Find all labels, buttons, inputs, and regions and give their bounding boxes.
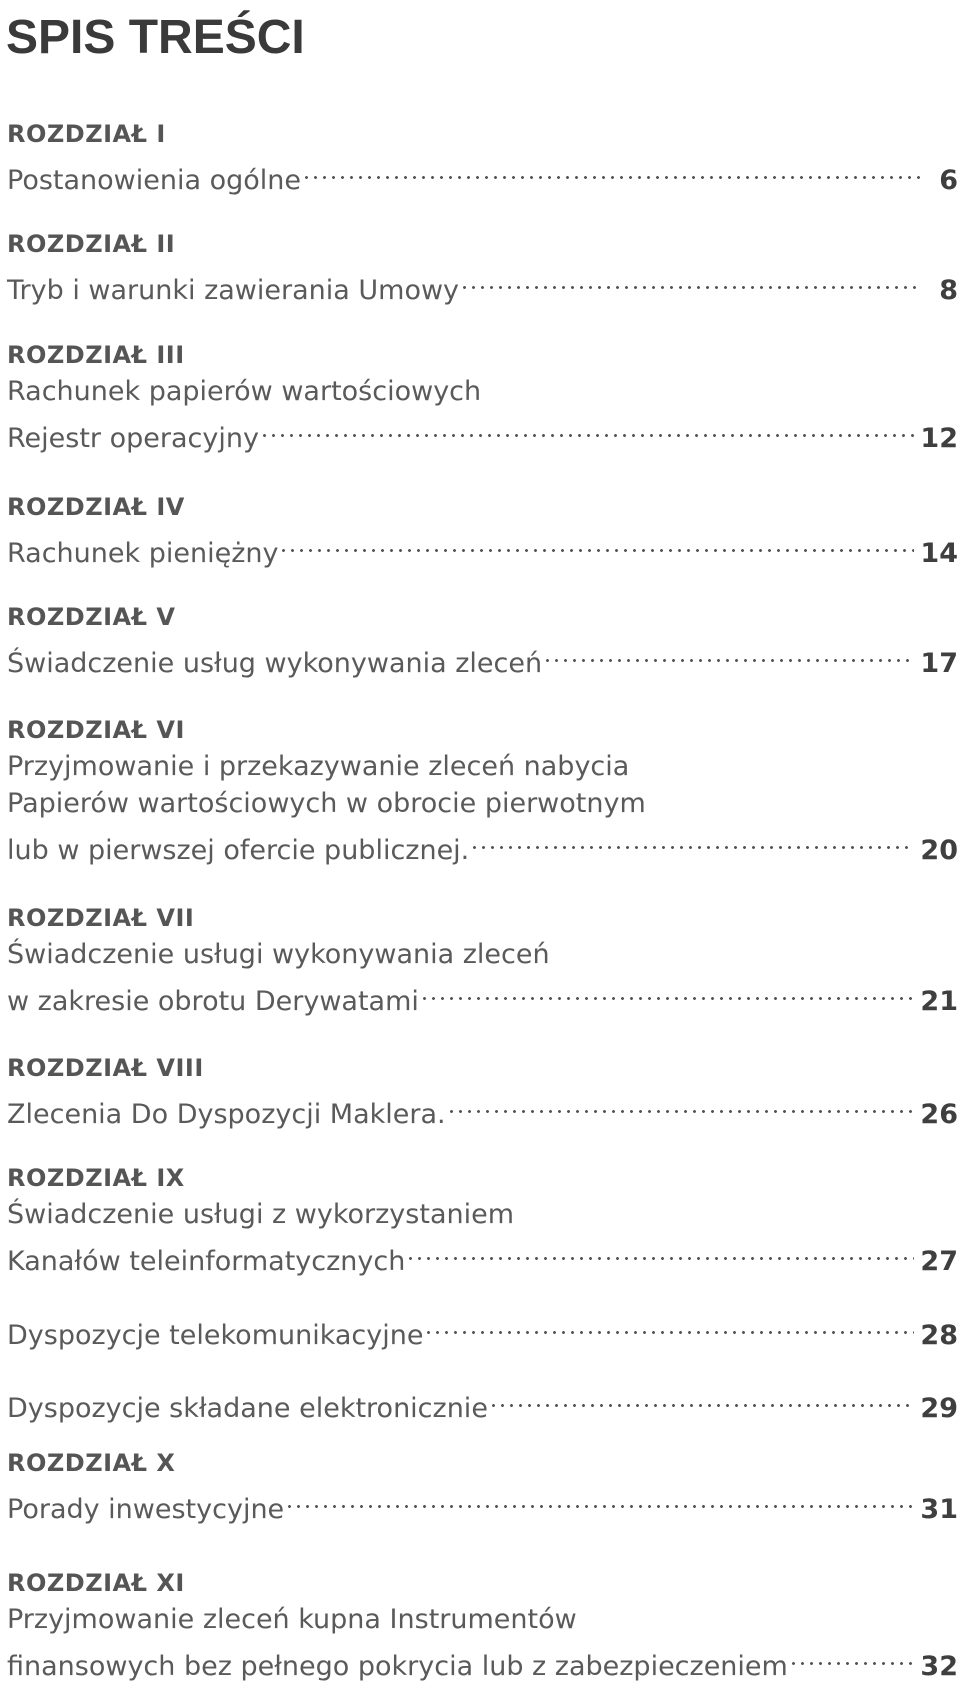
page-number: 8 xyxy=(939,275,958,306)
entry-title-line: Świadczenie usługi z wykorzystaniem xyxy=(7,1199,515,1230)
toc-link-line[interactable] xyxy=(7,525,960,569)
chapter-label: ROZDZIAŁ X xyxy=(7,1449,176,1477)
entry-title: Świadczenie usług wykonywania zleceń xyxy=(7,648,543,679)
toc-link-line[interactable] xyxy=(7,410,960,454)
toc-entry xyxy=(7,1160,960,1277)
toc-entry xyxy=(7,1307,960,1351)
dot-leader xyxy=(546,635,914,672)
dot-leader xyxy=(288,1481,914,1518)
toc-entry xyxy=(7,1565,960,1682)
entry-title-line: Przyjmowanie i przekazywanie zleceń nabycia xyxy=(7,751,630,782)
toc-link-line[interactable] xyxy=(7,822,960,866)
page-number: 32 xyxy=(920,1651,958,1682)
page-number: 31 xyxy=(920,1494,958,1525)
dot-leader xyxy=(305,152,922,189)
toc-link-line[interactable] xyxy=(7,635,960,679)
page-number: 26 xyxy=(920,1099,958,1130)
dot-leader xyxy=(282,525,914,562)
chapter-label: ROZDZIAŁ I xyxy=(7,120,166,148)
entry-title: Tryb i warunki zawierania Umowy xyxy=(7,275,460,306)
entry-title-line: Papierów wartościowych w obrocie pierwotnym xyxy=(7,788,646,819)
entry-title: Porady inwestycyjne xyxy=(7,1494,285,1525)
chapter-label: ROZDZIAŁ II xyxy=(7,230,176,258)
entry-title: Dyspozycje składane elektronicznie xyxy=(7,1393,488,1424)
page-number: 17 xyxy=(920,648,958,679)
entry-title: finansowych bez pełnego pokrycia lub z zabezpieczeniem xyxy=(7,1651,788,1682)
toc-link-line[interactable] xyxy=(7,973,960,1017)
toc-entry xyxy=(7,1445,960,1525)
entry-title-line: Przyjmowanie zleceń kupna Instrumentów xyxy=(7,1604,577,1635)
toc-link-line[interactable] xyxy=(7,1086,960,1130)
entry-title: lub w pierwszej ofercie publicznej. xyxy=(7,835,470,866)
toc-entry xyxy=(7,1380,960,1424)
toc-entry xyxy=(7,1050,960,1130)
chapter-label: ROZDZIAŁ XI xyxy=(7,1569,185,1597)
toc-entry xyxy=(7,712,960,866)
toc-link-line[interactable] xyxy=(7,1638,960,1682)
chapter-label: ROZDZIAŁ IX xyxy=(7,1164,185,1192)
dot-leader xyxy=(473,822,914,859)
page-number: 29 xyxy=(920,1393,958,1424)
page-title: SPIS TREŚCI xyxy=(6,11,305,64)
toc-link-line[interactable] xyxy=(7,1307,960,1351)
toc-entry xyxy=(7,116,960,196)
page-number: 12 xyxy=(920,423,958,454)
toc-link-line[interactable] xyxy=(7,1481,960,1525)
toc-link-line[interactable] xyxy=(7,152,960,196)
entry-title-line: Rachunek papierów wartościowych xyxy=(7,376,482,407)
toc-link-line[interactable] xyxy=(7,262,960,306)
toc-entry xyxy=(7,489,960,569)
toc-entry xyxy=(7,599,960,679)
toc-entry xyxy=(7,337,960,454)
page-number: 6 xyxy=(939,165,958,196)
page-number: 28 xyxy=(920,1320,958,1351)
entry-title-line: Świadczenie usługi wykonywania zleceń xyxy=(7,939,550,970)
chapter-label: ROZDZIAŁ VII xyxy=(7,904,195,932)
page-number: 27 xyxy=(920,1246,958,1277)
entry-title: Rachunek pieniężny xyxy=(7,538,279,569)
chapter-label: ROZDZIAŁ IV xyxy=(7,493,185,521)
entry-title: Kanałów teleinformatycznych xyxy=(7,1246,406,1277)
entry-title: Dyspozycje telekomunikacyjne xyxy=(7,1320,424,1351)
page-number: 21 xyxy=(920,986,958,1017)
page-number: 14 xyxy=(920,538,958,569)
dot-leader xyxy=(492,1380,914,1417)
chapter-label: ROZDZIAŁ III xyxy=(7,341,185,369)
entry-title: Rejestr operacyjny xyxy=(7,423,259,454)
chapter-label: ROZDZIAŁ VI xyxy=(7,716,185,744)
chapter-label: ROZDZIAŁ VIII xyxy=(7,1054,204,1082)
entry-title: Zlecenia Do Dyspozycji Maklera. xyxy=(7,1099,446,1130)
toc-link-line[interactable] xyxy=(7,1380,960,1424)
dot-leader xyxy=(263,410,914,447)
toc-entry xyxy=(7,226,960,306)
dot-leader xyxy=(409,1233,914,1270)
dot-leader xyxy=(450,1086,915,1123)
toc-link-line[interactable] xyxy=(7,1233,960,1277)
chapter-label: ROZDZIAŁ V xyxy=(7,603,176,631)
entry-title: Postanowienia ogólne xyxy=(7,165,302,196)
page-number: 20 xyxy=(920,835,958,866)
entry-title: w zakresie obrotu Derywatami xyxy=(7,986,419,1017)
dot-leader xyxy=(423,973,915,1010)
dot-leader xyxy=(792,1638,915,1675)
toc-entry xyxy=(7,900,960,1017)
dot-leader xyxy=(427,1307,914,1344)
dot-leader xyxy=(463,262,922,299)
